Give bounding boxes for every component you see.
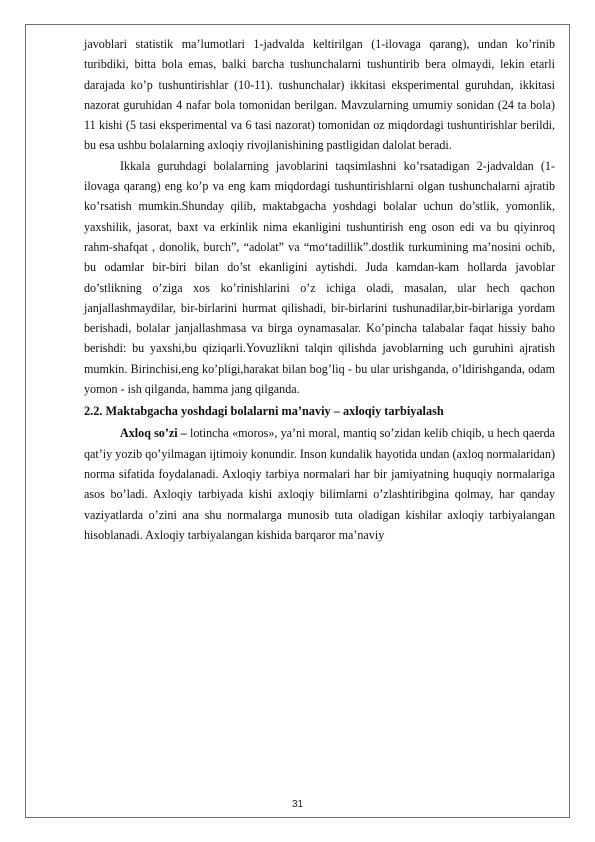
paragraph-2: Ikkala guruhdagi bolalarning javoblarini taqsimlashni ko’rsatadigan 2-jadvaldan (1-ilovaga qarang) eng ko’p va eng kam miqdordagi tushuntirishlarni olgan tushunchalarni ajratib ko’rsatish mumkin.Shunday qilib, maktabgacha yoshdagi bolalar uchun do’stlik, yomonlik, yaxshilik, jasorat, baxt va erkinlik nima ekanligini tushuntirish eng oson edi va bu qiyinroq rahm-shafqat , donolik, burch”, “adolat” va “mo‘tadillik”.dostlik turkumining ma’nosini ochib, bu odamlar bir-biri bilan do’st ekanligini aytishdi. Juda kamdan-kam hollarda javoblar do’stlikning o’ziga xos ko’rinishlarini o’z ichiga oladi, masalan, ular hech qachon janjallashmaydilar, bir-birlarini hurmat qilishadi, bir-birlarini tushunadilar,bir-birlariga yordam berishadi, bolalar janjallashmasa va birga oynamasalar. Ko’pincha talabalar faqat hissiy baho berishdi: bu yaxshi,bu qiziqarli.Yovuzlikni talqin qilishda javoblarning uch guruhini ajratish mumkin. Birinchisi,eng ko’pligi,harakat bilan bog’liq - bu ular urishganda, o’ldirishganda, odam yomon - ish qilganda, hamma jang qilganda. — [84, 158, 555, 397]
page-number: 31 — [291, 799, 304, 810]
paragraph-1: javoblari statistik ma’lumotlari 1-jadvalda keltirilgan (1-ilovaga qarang), undan ko’rinib turibdiki, bitta bola emas, balki barcha tushunchalarni tushuntirib bera olmaydi, lekin etarli darajada ko’p tushuntirishlar (10-11). tushunchalar) ikkitasi eksperimental guruhdan, ikkitasi nazorat guruhidan 4 nafar bola tomonidan berilgan. Mavzularning umumiy sonidan (24 ta bola) 11 kishi (5 tasi eksperimental va 6 tasi nazorat) tomonidan oz miqdordagi tushuntirishlar berildi, bu esa ushbu bolalarning axloqiy rivojlanishining pastligidan dalolat beradi. — [84, 37, 555, 153]
document-body — [84, 34, 555, 545]
term-bold: Axloq so’zi – — [120, 426, 187, 441]
section-heading: 2.2. Maktabgacha yoshdagi bolalarni ma’naviy – axloqiy tarbiyalash — [84, 404, 444, 419]
paragraph-3-text: lotincha «moros», ya’ni moral, mantiq so’zidan kelib chiqib, u hech qaerda qat’iy yozib qo’yilmagan ijtimoiy konundir. Inson kundalik hayotida undan (axloq normalaridan) norma sifatida foydalanadi. Axloqiy tarbiya normalari har bir jamiyatning huquqiy normalariga asos bo’ladi. Axloqiy tarbiyada kishi axloqiy bilimlarni o’zlashtiribgina qolmay, har qanday vaziyatlarda o’zini ana shu normalarga munosib tuta oladigan kishilar axloqiy tarbiyalangan hisoblanadi. Axloqiy tarbiyalangan kishida barqaror ma’naviy — [84, 426, 556, 542]
paragraph-3 — [84, 423, 555, 545]
